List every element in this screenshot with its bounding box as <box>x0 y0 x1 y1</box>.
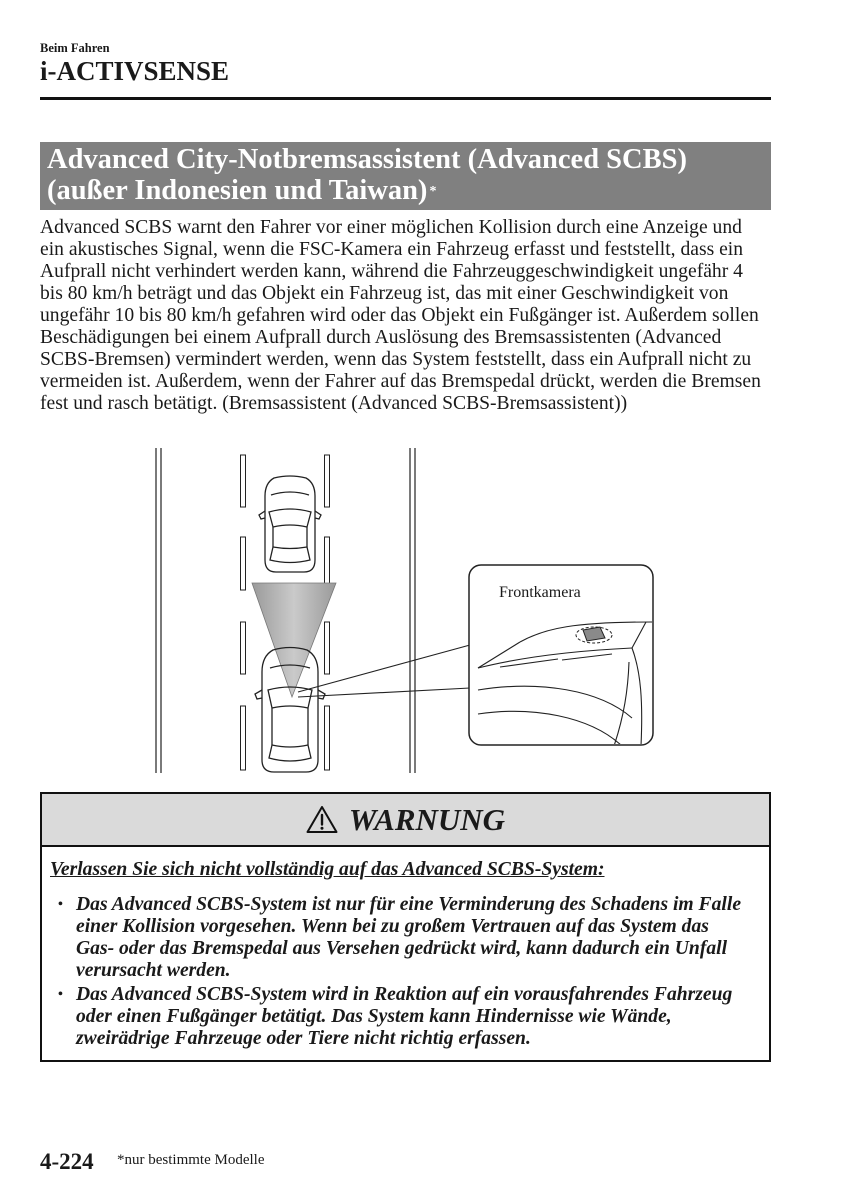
own-vehicle-mirror-left <box>255 690 262 699</box>
body-line: ungefähr 10 bis 80 km/h gefahren wird oder das Objekt ein Fußgänger ist. Außerdem sollen <box>40 305 759 326</box>
body-line: SCBS-Bremsen) vermindert werden, wenn das System feststellt, dass ein Aufprall nicht zu <box>40 349 752 370</box>
banner-title-line-1: Advanced City-Notbremsassistent (Advanced SCBS) <box>47 144 687 175</box>
body-line: Advanced SCBS warnt den Fahrer vor einer möglichen Kollision durch eine Anzeige und <box>40 217 742 238</box>
lane-dash <box>241 537 246 590</box>
bullet-line: Das Advanced SCBS-System ist nur für eine Verminderung des Schadens im Falle <box>76 894 742 915</box>
own-vehicle-rear-window <box>269 745 311 761</box>
scbs-illustration <box>140 440 670 785</box>
page-number: 4-224 <box>40 1149 94 1174</box>
banner-title-line-2-text: (außer Indonesien und Taiwan) <box>47 175 428 206</box>
body-paragraph <box>40 217 771 415</box>
bullet-mark: • <box>58 987 63 1002</box>
own-vehicle-mirror-right <box>318 690 325 699</box>
title-rule <box>40 97 771 100</box>
body-line: Aufprall nicht verhindert werden kann, während die Fahrzeuggeschwindigkeit ungefähr 4 <box>40 261 743 282</box>
camera-detection-cone <box>252 583 336 697</box>
bullet-mark: • <box>58 897 63 912</box>
callout-leader-lower <box>298 688 470 697</box>
lane-dash <box>241 706 246 770</box>
section-banner <box>40 142 771 210</box>
lane-dash <box>325 706 330 770</box>
callout-label: Frontkamera <box>499 584 581 601</box>
body-line: vermeiden ist. Außerdem, wenn der Fahrer auf das Bremspedal drückt, werden die Bremsen <box>40 371 761 392</box>
body-line: ein akustisches Signal, wenn die FSC-Kamera ein Fahrzeug erfasst und feststellt, dass ein <box>40 239 744 260</box>
lane-dash <box>325 455 330 507</box>
lane-dash <box>325 622 330 674</box>
footnote: *nur bestimmte Modelle <box>117 1152 265 1168</box>
callout-leader-upper <box>298 645 470 692</box>
warning-bullet-list <box>42 894 769 1050</box>
warning-header <box>42 794 769 847</box>
section-label: Beim Fahren <box>40 41 110 55</box>
bullet-line: verursacht werden. <box>76 960 231 981</box>
lane-dash <box>325 537 330 590</box>
bullet-line: zweirädrige Fahrzeuge oder Tiere nicht richtig erfassen. <box>76 1028 531 1049</box>
warning-triangle-icon <box>306 805 338 834</box>
bullet-line: oder einen Fußgänger betätigt. Das System kann Hindernisse wie Wände, <box>76 1006 672 1027</box>
page-title: i-ACTIVSENSE <box>40 56 230 86</box>
body-line: Beschädigungen bei einem Aufprall durch Auslösung des Bremsassistenten (Advanced <box>40 327 722 348</box>
own-vehicle-roof <box>272 708 308 745</box>
bullet-line: einer Kollision vorgesehen. Wenn bei zu großem Vertrauen auf das System das <box>76 916 709 937</box>
bullet-line: Gas- oder das Bremspedal aus Versehen gedrückt wird, kann dadurch ein Unfall <box>76 938 728 959</box>
vehicle-ahead-mirror-left <box>259 511 265 519</box>
warning-box <box>40 792 771 1062</box>
vehicle-ahead-mirror-right <box>315 511 321 519</box>
warning-bullet <box>42 984 769 1050</box>
warning-lead: Verlassen Sie sich nicht vollständig auf das Advanced SCBS-System: <box>50 859 605 880</box>
lane-dash <box>241 622 246 674</box>
banner-title-line-2 <box>47 175 771 206</box>
warning-bullet <box>42 894 769 982</box>
body-line: fest und rasch betätigt. (Bremsassistent (Advanced SCBS-Bremsassistent)) <box>40 393 628 414</box>
vehicle-ahead <box>259 476 321 572</box>
footnote-marker: * <box>429 184 437 199</box>
body-line: bis 80 km/h beträgt und das Objekt ein Fahrzeug ist, das mit einer Geschwindigkeit von <box>40 283 729 304</box>
bullet-line: Das Advanced SCBS-System wird in Reaktion auf ein vorausfahrendes Fahrzeug <box>76 984 733 1005</box>
callout-leader <box>298 645 470 697</box>
warning-title: WARNUNG <box>348 801 506 837</box>
lane-dash <box>241 455 246 507</box>
